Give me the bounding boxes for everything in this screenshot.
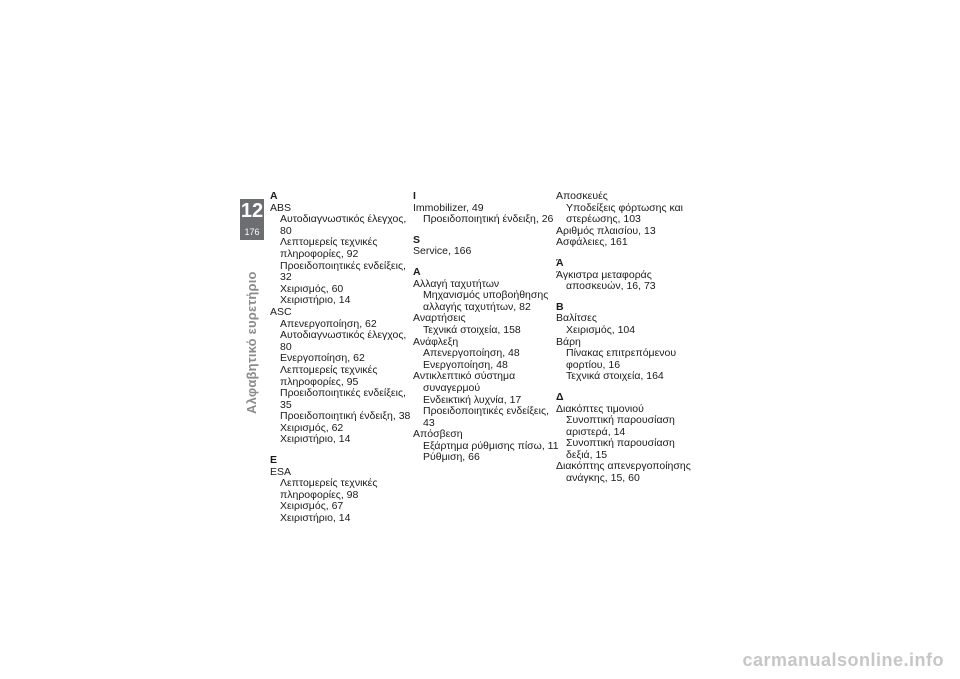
index-subentry: Χειριστήριο, 14	[280, 294, 351, 307]
index-subentry: Ενεργοποίηση, 62	[280, 352, 365, 365]
index-column-2	[413, 191, 563, 464]
index-letter-heading: Α	[413, 265, 421, 278]
index-subentry: Απενεργοποίηση, 62	[280, 317, 377, 330]
index-subentry: Προειδοποιητικές ενδείξεις, 43	[423, 405, 549, 429]
index-subentry: Προειδοποιητικές ενδείξεις, 32	[280, 259, 406, 284]
index-letter-heading: S	[413, 233, 421, 246]
index-entry: Διακόπτης απενεργοποίησης	[556, 460, 691, 473]
index-entry: Άγκιστρα μεταφοράς	[556, 268, 652, 281]
index-subentry: Λεπτομερείς τεχνικές	[280, 477, 378, 490]
index-subentry: Χειρισμός, 67	[280, 500, 344, 513]
index-subentry: Τεχνικά στοιχεία, 164	[566, 370, 664, 383]
watermark: carmanualsonline.info	[742, 650, 944, 670]
index-entry: ESA	[270, 465, 292, 478]
page-number: 176	[244, 227, 260, 237]
index-subentry: Προειδοποιητική ένδειξη, 26	[423, 213, 554, 226]
index-subentry: Υποδείξεις φόρτωσης και	[566, 201, 683, 214]
index-letter-heading: Ά	[556, 256, 564, 269]
index-subentry: συναγερμού	[423, 381, 481, 394]
index-subentry: ανάγκης, 15, 60	[566, 472, 640, 485]
index-subentry: Ενδεικτική λυχνία, 17	[423, 393, 522, 406]
index-subentry: φορτίου, 16	[566, 358, 621, 371]
index-subentry: πληροφορίες, 95	[280, 375, 359, 388]
index-subentry: Συνοπτική παρουσίαση	[566, 437, 675, 450]
index-subentry: Τεχνικά στοιχεία, 158	[423, 323, 521, 336]
index-entry: Βαλίτσες	[556, 312, 597, 325]
index-subentry: αριστερά, 14	[566, 425, 626, 438]
index-subentry: στερέωσης, 103	[566, 213, 641, 226]
index-letter-heading: I	[413, 190, 416, 202]
index-entry: Αναρτήσεις	[413, 312, 466, 325]
index-subentry: Πίνακας επιτρεπόμενου	[566, 347, 677, 360]
index-subentry: Χειρισμός, 104	[566, 323, 636, 336]
index-entry: Ασφάλειες, 161	[556, 236, 628, 249]
index-subentry: Λεπτομερείς τεχνικές	[280, 363, 378, 376]
index-entry: Ανάφλεξη	[413, 335, 459, 348]
index-subentry: δεξιά, 15	[566, 448, 608, 461]
index-subentry: Χειριστήριο, 14	[280, 433, 351, 446]
index-letter-heading: Β	[556, 300, 564, 313]
chapter-side-title: Αλφαβητικό ευρετήριο	[244, 271, 259, 414]
index-subentry: πληροφορίες, 92	[280, 247, 359, 260]
index-subentry: Χειριστήριο, 14	[280, 512, 351, 525]
index-subentry: Χειρισμός, 60	[280, 282, 344, 295]
index-subentry: Μηχανισμός υποβοήθησης	[423, 289, 549, 302]
index-column-1	[270, 191, 420, 525]
index-subentry: Προειδοποιητική ένδειξη, 38	[280, 410, 411, 423]
index-entry: Αριθμός πλαισίου, 13	[556, 224, 656, 237]
index-entry: Αλλαγή ταχυτήτων	[413, 277, 500, 290]
index-entry: Απόσβεση	[413, 428, 463, 441]
index-letter-heading: E	[270, 454, 278, 467]
index-subentry: αλλαγής ταχυτήτων, 82	[423, 300, 531, 313]
index-entry: Διακόπτες τιμονιού	[556, 402, 644, 415]
index-subentry: Εξάρτημα ρύθμισης πίσω, 11	[423, 439, 559, 452]
index-subentry: Προειδοποιητικές ενδείξεις, 35	[280, 387, 406, 411]
index-entry: Βάρη	[556, 335, 581, 348]
index-subentry: αποσκευών, 16, 73	[566, 280, 656, 293]
index-letter-heading: A	[270, 190, 278, 202]
index-entry: Αντικλεπτικό σύστημα	[413, 370, 516, 383]
index-subentry: Χειρισμός, 62	[280, 421, 344, 434]
index-column-3	[556, 191, 706, 485]
index-entry: Αποσκευές	[556, 190, 608, 202]
index-entry: Immobilizer, 49	[413, 201, 484, 214]
index-subentry: Συνοπτική παρουσίαση	[566, 414, 675, 427]
index-letter-heading: Δ	[556, 390, 564, 403]
index-subentry: Αυτοδιαγνωστικός έλεγχος, 80	[280, 329, 407, 353]
index-subentry: πληροφορίες, 98	[280, 488, 359, 501]
index-subentry: Ρύθμιση, 66	[423, 451, 480, 464]
index-entry: Service, 166	[413, 245, 472, 258]
chapter-number: 12	[240, 200, 264, 222]
index-entry: ABS	[270, 201, 292, 214]
index-entry: ASC	[270, 305, 292, 318]
index-subentry: Αυτοδιαγνωστικός έλεγχος, 80	[280, 213, 407, 237]
index-subentry: Ενεργοποίηση, 48	[423, 358, 508, 371]
index-subentry: Απενεργοποίηση, 48	[423, 347, 520, 360]
index-subentry: Λεπτομερείς τεχνικές	[280, 236, 378, 249]
